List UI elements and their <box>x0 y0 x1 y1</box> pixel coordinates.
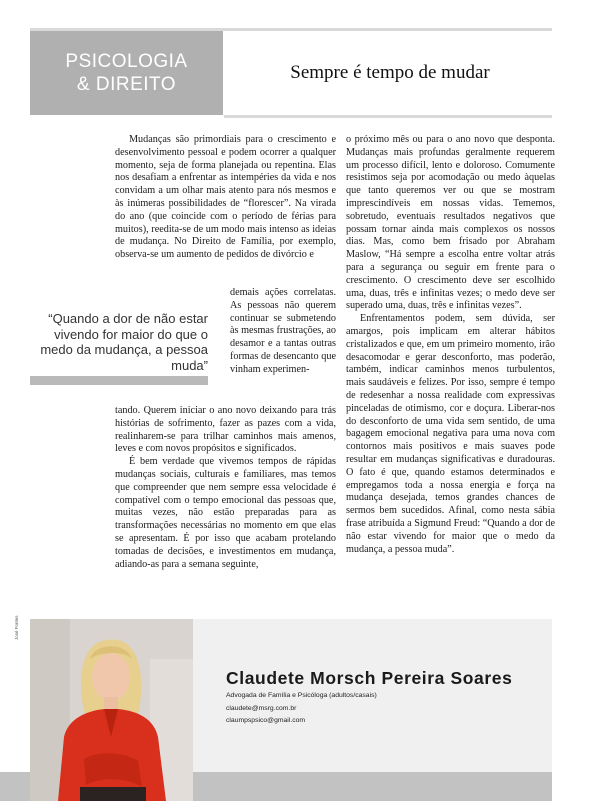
author-email-link[interactable]: claudete@msrg.com.br <box>226 705 297 712</box>
photo-credit: José Fontes <box>14 615 19 640</box>
pull-quote: “Quando a dor de não estar vivendo for maior do que o medo da mudança, a pessoa muda” <box>40 311 208 373</box>
body-paragraph: tando. Querem iniciar o ano novo deixando para trás histórias de sofrimento, fazer as pazes com a vida, realinharem-se para trilhar caminhos mais amenos, leves e com novos propósitos e significados. <box>115 405 336 455</box>
section-label-box <box>30 31 223 115</box>
title-rule <box>224 115 552 118</box>
body-column-right <box>346 134 555 556</box>
author-photo <box>30 619 193 801</box>
body-paragraph: demais ações correlatas. As pessoas não querem continuar se submetendo às mesmas frustrações, ao desamor e a tantas outras formas de desencanto que vinham experimen- <box>230 287 336 375</box>
article-title: Sempre é tempo de mudar <box>290 62 490 83</box>
footer-bar-left <box>0 772 30 801</box>
section-label-line1: PSICOLOGIA <box>65 51 188 72</box>
author-email-link[interactable]: claumpspsico@gmail.com <box>226 717 306 724</box>
pull-quote-bar <box>30 376 208 385</box>
body-column-left-top <box>115 134 336 262</box>
footer-bar <box>193 772 552 801</box>
author-role: Advogada de Família e Psicóloga (adultos/casais) <box>226 692 377 699</box>
author-portrait-illustration <box>30 619 193 801</box>
author-name: Claudete Morsch Pereira Soares <box>226 668 513 688</box>
body-paragraph: o próximo mês ou para o ano novo que desponta. Mudanças mais profundas geralmente requerem um processo difícil, lento e doloroso. Comumente resistimos seja por acomodação ou medo àquelas que tanto queremos ver ou que se mostram imprescindíveis em nossas vidas. Tememos, sobretudo, eventuais resultados negativos que possam tornar ainda mais complexos os nossos dias. Mas, como bem frisado por Abraham Maslow, “Há sempre a escolha entre voltar atrás para a segurança ou seguir em frente para o crescimento. O crescimento deve ser escolhido uma, duas, três e infinitas vezes; o medo deve ser superado uma, duas, três e infinitas vezes”. <box>346 134 555 312</box>
body-column-left-wrap <box>230 287 336 377</box>
body-paragraph: É bem verdade que vivemos tempos de rápidas mudanças sociais, culturais e familiares, mas temos que compreender que nem sempre essa velocidade é compatível com o tempo emocional das pessoas que, muitas vezes, não estão preparadas para as transformações necessárias no momento em que elas se apresentam. É por isso que acabam protelando tomadas de decisões, e investimentos em mudança, adiando-as para a semana seguinte, <box>115 456 336 570</box>
body-paragraph: Mudanças são primordiais para o crescimento e desenvolvimento pessoal e podem ocorrer a qualquer momento, seja de forma planejada ou repentina. Elas nos desafiam a enfrentar as intempéries da vida e nos convidam a um olhar mais atento para nós mesmos e às inúmeras possibilidades de “florescer”. Na virada do ano (que coincide com o período de férias para muitos), reedita-se de um modo mais intenso as ideias de mudança. No Direito de Família, por exemplo, observa-se um aumento de pedidos de divórcio e <box>115 134 336 261</box>
section-label-line2: & DIREITO <box>76 74 177 95</box>
body-paragraph: Enfrentamentos podem, sem dúvida, ser amargos, pois implicam em alterar hábitos cristalizados e que, em um primeiro momento, irão desacomodar e gerar desconforto, mas poderão, também, indicar caminhos menos turbulentos, mais saudáveis e felizes. Por isso, sempre é tempo de redesenhar a nossa realidade com expressivas pinceladas de otimismo, cor e doçura. Liberar-nos do desconforto de uma vida sem sentido, de uma bagagem emocional negativa para uma nova com contornos mais positivos e mais suaves pode resultar em mudanças significativas e duradouras. O fato é que, quando estamos determinados e empregamos toda a nossa energia e força na mudança desejada, temos grandes chances de sermos bem sucedidos. Afinal, como nesta sábia frase atribuída a Sigmund Freud: “Quando a dor de não estar vivendo for maior que o medo da mudança, a pessoa muda”. <box>346 313 555 555</box>
body-column-left-bottom <box>115 405 336 571</box>
